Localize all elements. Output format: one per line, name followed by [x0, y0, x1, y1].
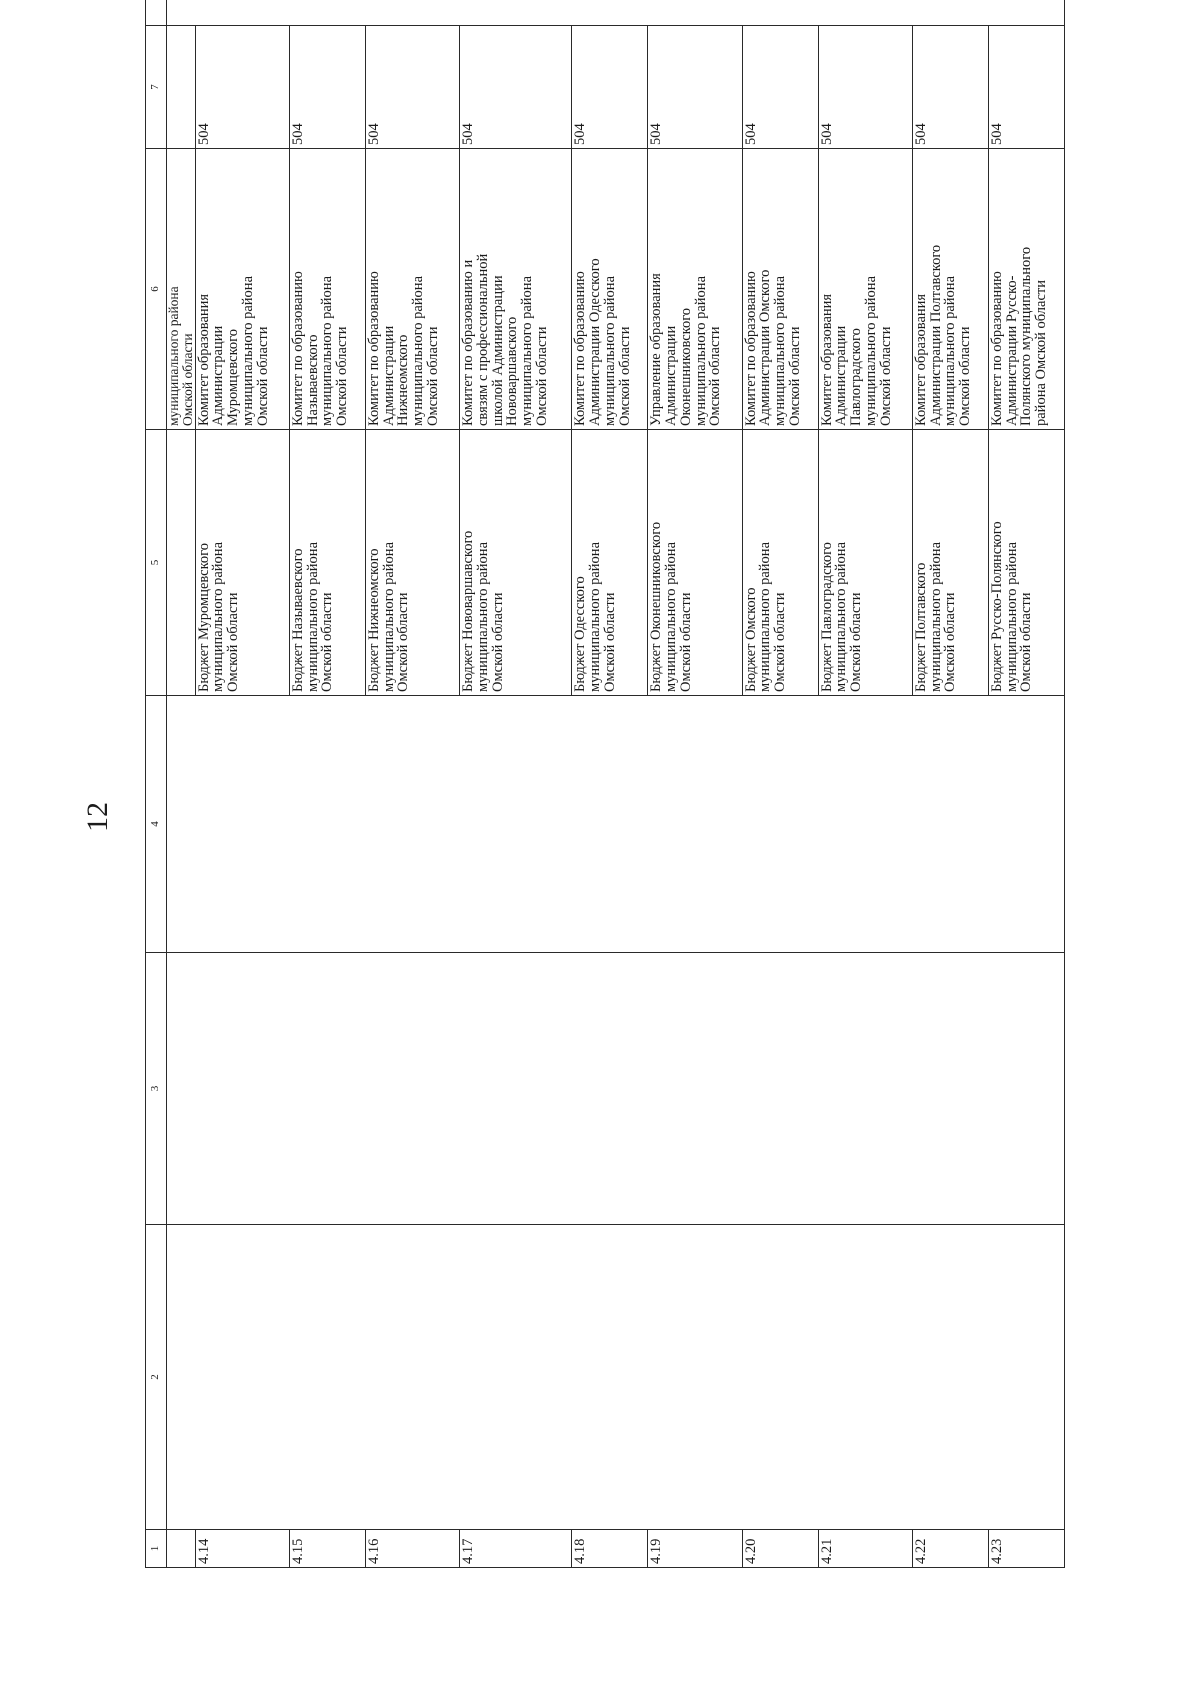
- column-header: 1: [146, 1530, 167, 1568]
- budget-name: Бюджет Нововаршавского муниципального района Омской области: [459, 430, 571, 696]
- row-number: 4.20: [742, 1530, 818, 1568]
- table-cell: [167, 1530, 196, 1568]
- organization-name: Комитет по образованию Администрации Русско- Полянского муниципального района Омской области: [988, 149, 1064, 430]
- continuation-text: муниципального района Омской области: [167, 149, 196, 430]
- column-header: 3: [146, 953, 167, 1225]
- organization-name: Комитет по образованию Администрации Омского муниципального района Омской области: [742, 149, 818, 430]
- page-number: 12: [81, 802, 114, 832]
- column-header: [146, 0, 167, 26]
- code-value: 504: [365, 26, 459, 149]
- table-cell: [167, 430, 196, 696]
- organization-name: Комитет образования Администрации Полтавского муниципального района Омской области: [912, 149, 988, 430]
- code-value: 504: [818, 26, 912, 149]
- column-header: 2: [146, 1225, 167, 1530]
- row-number: 4.22: [912, 1530, 988, 1568]
- budget-name: Бюджет Называевского муниципального района Омской области: [289, 430, 365, 696]
- code-value: 504: [988, 26, 1064, 149]
- organization-name: Комитет по образованию Администрации Нижнеомского муниципального района Омской области: [365, 149, 459, 430]
- organization-name: Комитет образования Администрации Муромцевского муниципального района Омской области: [195, 149, 289, 430]
- organization-name: Комитет образования Администрации Павлоградского муниципального района Омской области: [818, 149, 912, 430]
- code-value: 504: [289, 26, 365, 149]
- code-value: 504: [912, 26, 988, 149]
- column-header: 5: [146, 430, 167, 696]
- budget-name: Бюджет Нижнеомского муниципального района Омской области: [365, 430, 459, 696]
- organization-name: Управление образования Администрации Оконешниковского муниципального района Омской области: [648, 149, 742, 430]
- merged-cell-col4: [167, 696, 1065, 953]
- continuation-row: [167, 0, 196, 1568]
- budget-name: Бюджет Омского муниципального района Омской области: [742, 430, 818, 696]
- budget-name: Бюджет Одесского муниципального района Омской области: [572, 430, 648, 696]
- row-number: 4.14: [195, 1530, 289, 1568]
- budget-name: Бюджет Русско-Полянского муниципального района Омской области: [988, 430, 1064, 696]
- code-value: 504: [459, 26, 571, 149]
- code-value: 504: [195, 26, 289, 149]
- organization-name: Комитет по образованию Администрации Одесского муниципального района Омской области: [572, 149, 648, 430]
- merged-cell-col3: [167, 953, 1065, 1225]
- row-number: 4.23: [988, 1530, 1064, 1568]
- budget-name: Бюджет Павлоградского муниципального района Омской области: [818, 430, 912, 696]
- row-number: 4.16: [365, 1530, 459, 1568]
- row-number: 4.17: [459, 1530, 571, 1568]
- code-value: 504: [648, 26, 742, 149]
- column-header: 6: [146, 149, 167, 430]
- row-number: 4.21: [818, 1530, 912, 1568]
- row-number: 4.19: [648, 1530, 742, 1568]
- row-number: 4.15: [289, 1530, 365, 1568]
- column-number-row: [146, 0, 167, 1568]
- rotated-table-wrapper: [145, 84, 1065, 1568]
- merged-cell-col8: [167, 0, 1065, 26]
- table-cell: [167, 26, 196, 149]
- code-value: 504: [572, 26, 648, 149]
- budget-table: [145, 0, 1065, 1568]
- organization-name: Комитет по образованию Называевского муниципального района Омской области: [289, 149, 365, 430]
- organization-name: Комитет по образованию и связям с профессиональной школой Администрации Нововаршавского муниципального района Омской области: [459, 149, 571, 430]
- column-header: 7: [146, 26, 167, 149]
- column-header: 4: [146, 696, 167, 953]
- code-value: 504: [742, 26, 818, 149]
- row-number: 4.18: [572, 1530, 648, 1568]
- merged-cell-col2: [167, 1225, 1065, 1530]
- budget-name: Бюджет Оконешниковского муниципального района Омской области: [648, 430, 742, 696]
- budget-name: Бюджет Муромцевского муниципального района Омской области: [195, 430, 289, 696]
- budget-name: Бюджет Полтавского муниципального района Омской области: [912, 430, 988, 696]
